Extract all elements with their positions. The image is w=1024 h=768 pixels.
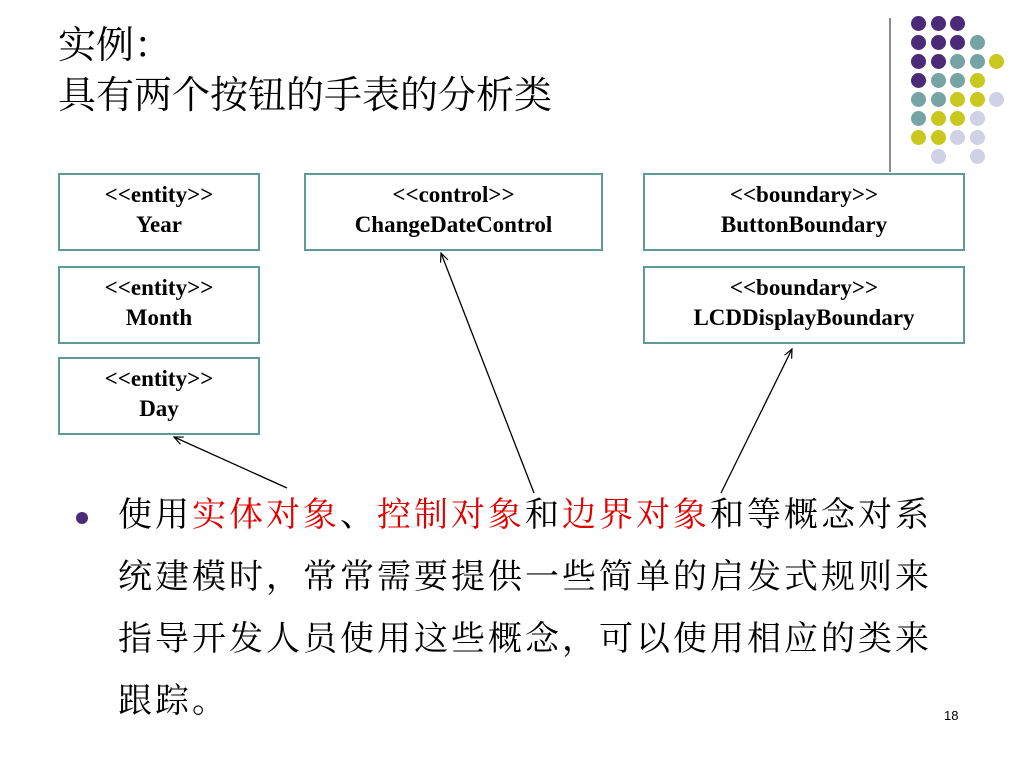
decor-dot	[970, 111, 985, 126]
bullet-text-and: 和	[525, 495, 562, 535]
class-box-change-date-control	[304, 173, 603, 251]
decor-dot	[911, 130, 926, 145]
title-line-2: 具有两个按钮的手表的分析类	[58, 73, 553, 117]
slide-title	[58, 20, 552, 120]
stereotype-label: <<entity>>	[104, 182, 214, 207]
decor-dot	[911, 35, 926, 50]
decor-dot	[950, 92, 965, 107]
decor-dot	[931, 111, 946, 126]
bullet-text-separator: 、	[340, 495, 377, 535]
highlight-boundary-objects: 边界对象	[562, 495, 710, 535]
decor-dot	[911, 16, 926, 31]
decor-dot	[950, 54, 965, 69]
stereotype-label: <<entity>>	[104, 366, 214, 391]
arrow-to-day	[174, 437, 287, 488]
stereotype-label: <<boundary>>	[729, 275, 879, 300]
arrow-to-lcd-display-boundary	[721, 349, 792, 493]
decor-dot	[950, 111, 965, 126]
decor-dot	[970, 73, 985, 88]
class-box-lcd-display-boundary	[643, 266, 965, 344]
class-box-month	[58, 266, 260, 344]
decor-dot	[989, 54, 1004, 69]
decor-dot	[931, 92, 946, 107]
class-name: ChangeDateControl	[354, 212, 553, 237]
page-number: 18	[944, 708, 959, 723]
decor-dot	[950, 35, 965, 50]
bullet-text-part: 使用	[118, 495, 192, 535]
bullet-icon	[76, 512, 88, 524]
decor-dot	[911, 54, 926, 69]
decor-dot	[970, 130, 985, 145]
highlight-control-objects: 控制对象	[377, 495, 525, 535]
title-line-1: 实例：	[58, 23, 173, 67]
decor-dot	[931, 73, 946, 88]
highlight-entity-objects: 实体对象	[192, 495, 340, 535]
decor-dot	[989, 92, 1004, 107]
decor-dot	[911, 73, 926, 88]
class-name: Month	[125, 305, 193, 330]
class-name: Year	[136, 212, 182, 237]
decor-dot	[970, 92, 985, 107]
bullet-paragraph	[118, 484, 948, 732]
arrow-to-change-date-control	[441, 253, 534, 493]
class-name: Day	[139, 396, 179, 421]
decor-dot	[931, 149, 946, 164]
decorative-vertical-line	[889, 18, 891, 172]
decor-dot	[950, 130, 965, 145]
decor-dot	[931, 35, 946, 50]
decor-dot	[911, 92, 926, 107]
stereotype-label: <<control>>	[392, 182, 515, 207]
decor-dot	[950, 73, 965, 88]
stereotype-label: <<entity>>	[104, 275, 214, 300]
class-name: LCDDisplayBoundary	[693, 305, 915, 330]
decor-dot	[931, 54, 946, 69]
decor-dot	[931, 130, 946, 145]
bullet-text-rest: 和等概念对系统建模时，常常需要提供一些简单的启发式规则来指导开发人员使用这些概念，可以使用相应的类来跟踪。	[118, 495, 932, 721]
decor-dot	[970, 35, 985, 50]
decor-dot	[970, 149, 985, 164]
stereotype-label: <<boundary>>	[729, 182, 879, 207]
class-box-day	[58, 357, 260, 435]
decor-dot	[970, 54, 985, 69]
class-box-button-boundary	[643, 173, 965, 251]
class-name: ButtonBoundary	[720, 212, 888, 237]
decor-dot	[950, 16, 965, 31]
class-box-year	[58, 173, 260, 251]
decor-dot	[931, 16, 946, 31]
decor-dot	[911, 111, 926, 126]
